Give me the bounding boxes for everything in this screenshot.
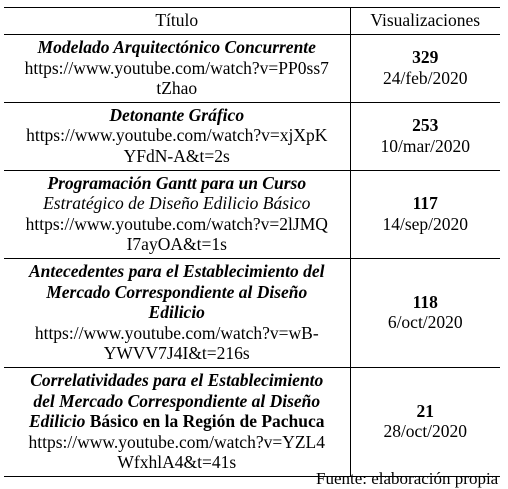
table-row [4,102,500,170]
video-subtitle: Estratégico de Diseño Edilicio Básico [43,193,311,214]
video-url-line[interactable]: tZhao [156,78,198,99]
video-title-cell [4,170,350,258]
table-row [4,170,500,258]
views-cell [350,367,500,476]
publish-date: 24/feb/2020 [382,67,468,88]
video-url-line[interactable]: https://www.youtube.com/watch?v=wB- [34,322,319,343]
video-url-line[interactable]: YFdN-A&t=2s [123,145,230,166]
video-title-line: Edilicio [28,411,86,432]
video-url-line[interactable]: https://www.youtube.com/watch?v=PP0ss7 [24,57,329,78]
view-count: 21 [416,400,434,421]
video-title-cell [4,102,350,170]
source-note: Fuente: elaboración propia [316,469,499,488]
video-title-cell [4,367,350,476]
publish-date: 10/mar/2020 [380,135,470,156]
video-title-cell [4,35,350,103]
video-title-line: Antecedentes para el Establecimiento del [28,260,325,281]
column-header-title: Título [4,8,350,35]
video-title: Programación Gantt para un Curso [47,172,307,193]
video-title-line: del Mercado Correspondiente al Diseño [33,390,321,411]
column-header-views: Visualizaciones [350,8,500,35]
video-title-line: Mercado Correspondiente al Diseño [46,281,308,302]
view-count: 253 [412,115,439,136]
video-url-line[interactable]: https://www.youtube.com/watch?v=YZL4 [28,431,325,452]
view-count: 329 [412,47,439,68]
video-url-line[interactable]: https://www.youtube.com/watch?v=2lJMQ [25,213,328,234]
table-header-row [4,8,500,35]
video-title-line: Edilicio [148,302,205,323]
views-cell [350,258,500,367]
publish-date: 6/oct/2020 [387,312,463,333]
view-count: 118 [412,291,438,312]
video-url-line[interactable]: WfxhlA4&t=41s [117,452,237,473]
video-url-line[interactable]: I7ayOA&t=1s [126,234,227,255]
view-count: 117 [412,193,438,214]
video-title-cell [4,258,350,367]
video-title: Modelado Arquitectónico Concurrente [37,37,316,57]
table-row [4,367,500,476]
videos-table [4,7,500,477]
table-row [4,35,500,103]
video-title-suffix: Básico en la Región de Pachuca [85,411,325,432]
video-url-line[interactable]: YWVV7J4I&t=216s [103,343,250,364]
video-title: Detonante Gráfico [109,104,245,125]
video-title-line: Correlatividades para el Establecimiento [30,369,324,390]
views-cell [350,35,500,103]
views-cell [350,170,500,258]
table-row [4,258,500,367]
publish-date: 28/oct/2020 [383,421,468,442]
publish-date: 14/sep/2020 [382,213,469,234]
video-url-line[interactable]: https://www.youtube.com/watch?v=xjXpK [26,125,328,146]
views-cell [350,102,500,170]
